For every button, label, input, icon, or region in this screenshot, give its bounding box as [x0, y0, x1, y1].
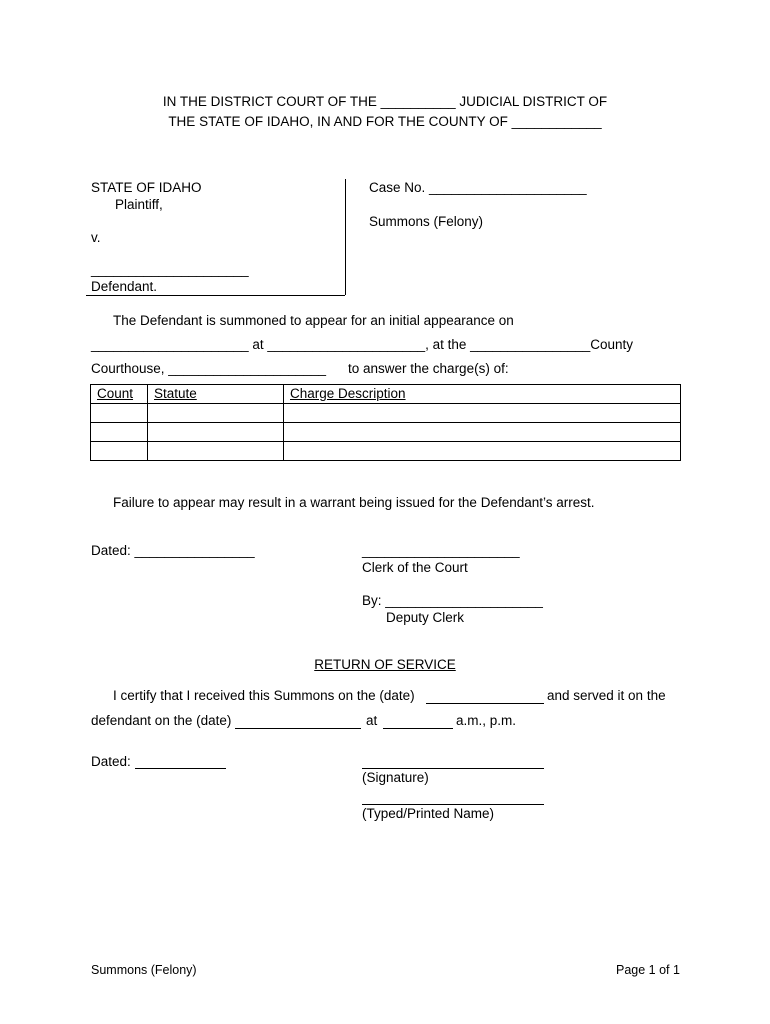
column-header-statute: Statute [148, 385, 284, 404]
return-dated-label: Dated: [91, 754, 131, 769]
printed-name-line [362, 804, 544, 805]
table-row [91, 442, 681, 461]
summons-appearance-line: _____________________ at _____________________, at the ________________County [91, 337, 634, 352]
plaintiff-name: STATE OF IDAHO [91, 180, 202, 195]
return-certify-text-2: and served it on the [547, 688, 666, 703]
charges-header-row [91, 385, 681, 404]
deputy-clerk-label: Deputy Clerk [386, 610, 465, 625]
dated-line: Dated: ________________ [91, 543, 255, 558]
caption-bottom-rule [86, 295, 345, 296]
served-time-line [383, 728, 453, 729]
summons-intro: The Defendant is summoned to appear for an initial appearance on [113, 313, 514, 328]
clerk-signature-line: _____________________ [362, 543, 520, 558]
court-header-line-2: THE STATE OF IDAHO, IN AND FOR THE COUNTY OF ____________ [168, 114, 602, 129]
versus-label: v. [91, 230, 101, 245]
served-ampm-label: a.m., p.m. [456, 713, 517, 728]
printed-name-label: (Typed/Printed Name) [362, 806, 495, 821]
return-of-service-title: RETURN OF SERVICE [314, 657, 456, 672]
received-date-line [426, 703, 544, 704]
column-header-charge-description: Charge Description [284, 385, 681, 404]
signature-label: (Signature) [362, 770, 429, 785]
court-header-line-1: IN THE DISTRICT COURT OF THE __________ JUDICIAL DISTRICT OF [162, 94, 608, 109]
case-number: Case No. _____________________ [369, 180, 587, 195]
charges-table [90, 384, 681, 461]
return-dated-line [135, 768, 226, 769]
footer-page-number: Page 1 of 1 [616, 963, 680, 977]
caption-divider [345, 179, 346, 295]
return-certify-text: I certify that I received this Summons on the (date) [113, 688, 415, 703]
footer-document-title: Summons (Felony) [91, 963, 197, 977]
served-at-label: at [366, 713, 378, 728]
clerk-by-line: By: _____________________ [362, 593, 543, 608]
defendant-name-blank: _____________________ [91, 262, 249, 277]
table-row [91, 423, 681, 442]
summons-courthouse: Courthouse, _____________________ [91, 361, 326, 376]
return-of-service-wrapper [0, 656, 770, 674]
defendant-role: Defendant. [91, 279, 158, 294]
signature-line [362, 768, 544, 769]
column-header-count: Count [91, 385, 148, 404]
served-date-line [235, 728, 361, 729]
plaintiff-role: Plaintiff, [115, 197, 163, 212]
clerk-title: Clerk of the Court [362, 560, 468, 575]
summons-charges-intro: to answer the charge(s) of: [348, 361, 509, 376]
served-date-label: defendant on the (date) [91, 713, 232, 728]
document-title: Summons (Felony) [369, 214, 484, 229]
failure-to-appear-warning: Failure to appear may result in a warrant being issued for the Defendant’s arrest. [113, 495, 595, 510]
table-row [91, 404, 681, 423]
